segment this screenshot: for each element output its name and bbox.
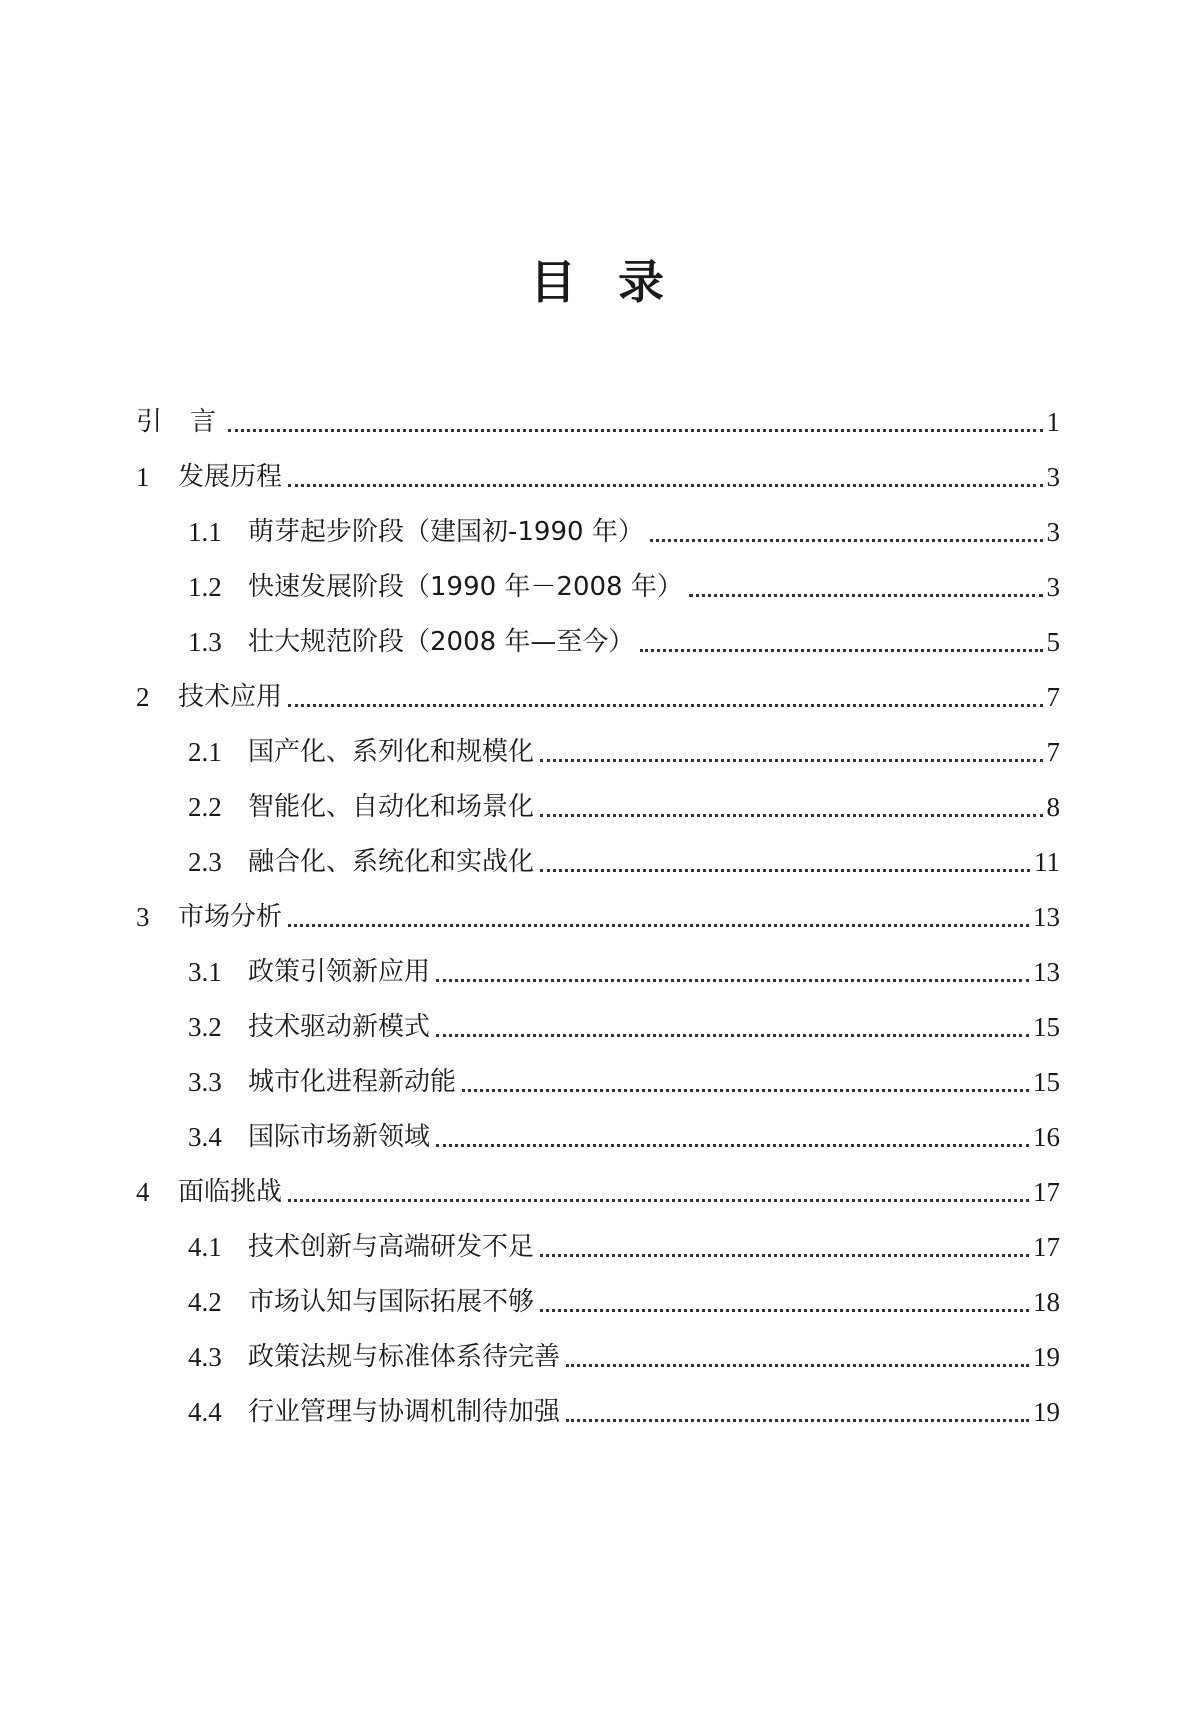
- toc-page-number: 1: [1046, 407, 1060, 437]
- toc-page-number: 19: [1033, 1397, 1060, 1427]
- toc-entry-chapter[interactable]: [136, 675, 1060, 715]
- toc-leader-dots: [540, 1301, 1029, 1312]
- toc-entry-label: 技术创新与高端研发不足: [248, 1232, 535, 1262]
- toc-page-number: 7: [1046, 737, 1060, 767]
- toc-page-number: 17: [1033, 1177, 1060, 1207]
- toc-page-number: 7: [1046, 682, 1060, 712]
- toc-entry-number: 1.2: [188, 572, 222, 602]
- toc-entry-section[interactable]: [188, 620, 1060, 660]
- toc-page-number: 11: [1034, 847, 1060, 877]
- toc-entry-number: 2.2: [188, 792, 222, 822]
- toc-entry-label: 技术应用: [178, 682, 283, 712]
- toc-entry-label: 面临挑战: [178, 1177, 283, 1207]
- toc-entry-label: 快速发展阶段（1990 年－2008 年）: [248, 572, 683, 602]
- toc-entry-section[interactable]: [188, 510, 1060, 550]
- toc-entry-label: 发展历程: [178, 462, 283, 492]
- toc-entry-number: 2: [136, 682, 150, 712]
- toc-entry-label: 市场分析: [178, 902, 283, 932]
- toc-page-number: 18: [1033, 1287, 1060, 1317]
- toc-entry-number: 2.3: [188, 847, 222, 877]
- toc-entry-intro[interactable]: [136, 400, 1060, 440]
- toc-leader-dots: [540, 751, 1042, 762]
- toc-entry-label: 市场认知与国际拓展不够: [248, 1287, 535, 1317]
- toc-entry-number: 1.1: [188, 517, 222, 547]
- toc-entry-number: 3: [136, 902, 150, 932]
- toc-leader-dots: [689, 586, 1043, 597]
- toc-page-number: 3: [1046, 462, 1060, 492]
- toc-page-number: 17: [1033, 1232, 1060, 1262]
- toc-page-number: 3: [1046, 572, 1060, 602]
- toc-page-number: 8: [1046, 792, 1060, 822]
- toc-entry-label: 政策引领新应用: [248, 957, 431, 987]
- toc-entry-label: 萌芽起步阶段（建国初-1990 年）: [248, 517, 644, 547]
- toc-leader-dots: [228, 421, 1042, 432]
- toc-entry-number: 3.4: [188, 1122, 222, 1152]
- toc-entry-number: 1: [136, 462, 150, 492]
- toc-page-number: 15: [1033, 1067, 1060, 1097]
- toc-page-number: 16: [1033, 1122, 1060, 1152]
- toc-entry-number: 3.1: [188, 957, 222, 987]
- toc-leader-dots: [462, 1081, 1029, 1092]
- toc-page-number: 15: [1033, 1012, 1060, 1042]
- toc-leader-dots: [288, 1191, 1029, 1202]
- title-char-1: 目: [530, 255, 582, 309]
- toc-entry-number: 3.3: [188, 1067, 222, 1097]
- toc-leader-dots: [288, 696, 1042, 707]
- toc-leader-dots: [566, 1411, 1029, 1422]
- toc-entry-number: 2.1: [188, 737, 222, 767]
- toc-leader-dots: [436, 1136, 1029, 1147]
- toc-leader-dots: [566, 1356, 1029, 1367]
- title-char-2: 录: [618, 255, 670, 309]
- toc-entry-label: 壮大规范阶段（2008 年—至今）: [248, 627, 635, 657]
- toc-entry-section[interactable]: [188, 950, 1060, 990]
- toc-entry-label: 国产化、系列化和规模化: [248, 737, 535, 767]
- toc-entry-label: 引言: [136, 407, 245, 437]
- toc-entry-section[interactable]: [188, 1390, 1060, 1430]
- toc-leader-dots: [540, 861, 1030, 872]
- toc-page-number: 13: [1033, 902, 1060, 932]
- toc-entry-section[interactable]: [188, 730, 1060, 770]
- toc-entry-number: 4.2: [188, 1287, 222, 1317]
- toc-entry-section[interactable]: [188, 565, 1060, 605]
- toc-leader-dots: [540, 806, 1042, 817]
- toc-page-number: 13: [1033, 957, 1060, 987]
- toc-entry-chapter[interactable]: [136, 895, 1060, 935]
- toc-leader-dots: [436, 1026, 1029, 1037]
- page-title: [0, 252, 1200, 312]
- toc-leader-dots: [288, 916, 1029, 927]
- toc-entry-number: 4: [136, 1177, 150, 1207]
- toc-entry-section[interactable]: [188, 1335, 1060, 1375]
- toc-entry-number: 4.3: [188, 1342, 222, 1372]
- toc-entry-label: 行业管理与协调机制待加强: [248, 1397, 561, 1427]
- toc-entry-chapter[interactable]: [136, 1170, 1060, 1210]
- toc-entry-label: 智能化、自动化和场景化: [248, 792, 535, 822]
- toc-entry-section[interactable]: [188, 1115, 1060, 1155]
- toc-leader-dots: [540, 1246, 1029, 1257]
- toc-page-number: 3: [1046, 517, 1060, 547]
- toc-entry-label: 国际市场新领域: [248, 1122, 431, 1152]
- toc-leader-dots: [640, 641, 1042, 652]
- toc-entry-number: 4.4: [188, 1397, 222, 1427]
- toc-entry-number: 4.1: [188, 1232, 222, 1262]
- toc-leader-dots: [650, 531, 1043, 542]
- toc-entry-section[interactable]: [188, 1005, 1060, 1045]
- toc-entry-number: 1.3: [188, 627, 222, 657]
- toc-page-number: 5: [1046, 627, 1060, 657]
- toc-page-number: 19: [1033, 1342, 1060, 1372]
- toc-leader-dots: [288, 476, 1042, 487]
- toc-entry-label: 政策法规与标准体系待完善: [248, 1342, 561, 1372]
- toc-entry-section[interactable]: [188, 785, 1060, 825]
- toc-entry-section[interactable]: [188, 840, 1060, 880]
- toc-entry-section[interactable]: [188, 1225, 1060, 1265]
- toc-entry-chapter[interactable]: [136, 455, 1060, 495]
- toc-leader-dots: [436, 971, 1029, 982]
- toc-entry-label: 融合化、系统化和实战化: [248, 847, 535, 877]
- toc-entry-label: 城市化进程新动能: [248, 1067, 457, 1097]
- toc-entry-number: 3.2: [188, 1012, 222, 1042]
- toc-entry-section[interactable]: [188, 1280, 1060, 1320]
- toc-entry-label: 技术驱动新模式: [248, 1012, 431, 1042]
- toc-entry-section[interactable]: [188, 1060, 1060, 1100]
